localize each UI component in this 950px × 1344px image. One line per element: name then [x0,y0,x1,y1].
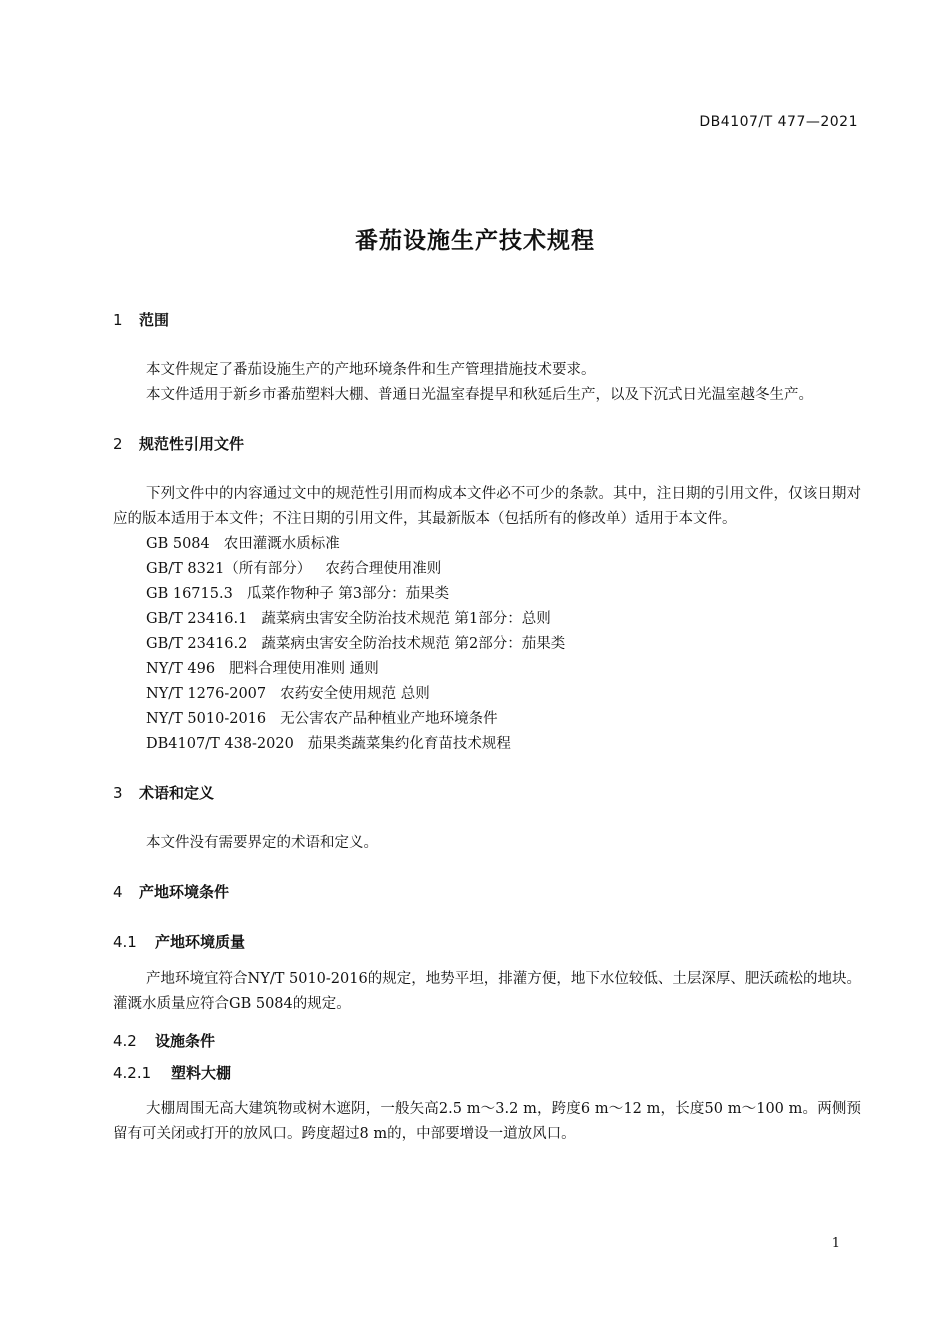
section-number: 4.1 [113,933,137,951]
section-title: 设施条件 [155,1032,216,1050]
paragraph: 下列文件中的内容通过文中的规范性引用而构成本文件必不可少的条款。其中，注日期的引用文件，仅该日期对应的版本适用于本文件；不注日期的引用文件，其最新版本（包括所有的修改单）适用于本文件。 [113,486,861,527]
reference-item [113,557,861,582]
reference-name: 无公害农产品种植业产地环境条件 [280,711,498,727]
reference-code: GB/T 23416.1 [146,611,248,627]
subsection-4-2-heading [113,1029,861,1053]
reference-code: GB 16715.3 [146,586,233,602]
section-title: 塑料大棚 [171,1064,232,1082]
section-number: 4 [113,883,123,901]
section-number: 2 [113,435,123,453]
section-title: 规范性引用文件 [139,435,245,453]
section-number: 3 [113,784,123,802]
standard-code: DB4107/T 477—2021 [699,114,858,130]
reference-item [113,582,861,607]
reference-code: GB/T 23416.2 [146,636,248,652]
reference-list [113,532,861,757]
reference-code: GB 5084 [146,536,210,552]
reference-item [113,632,861,657]
reference-name: 农田灌溉水质标准 [223,536,340,552]
paragraph: 本文件没有需要界定的术语和定义。 [146,835,378,851]
paragraph: 本文件适用于新乡市番茄塑料大棚、普通日光温室春提早和秋延后生产，以及下沉式日光温室越冬生产。 [146,387,813,403]
reference-code: NY/T 1276-2007 [146,686,267,702]
section-number: 4.2 [113,1032,137,1050]
paragraph: 产地环境宜符合NY/T 5010-2016的规定，地势平坦，排灌方便，地下水位较低、土层深厚、肥沃疏松的地块。灌溉水质量应符合GB 5084的规定。 [113,971,861,1012]
section-1-heading [113,308,861,332]
section-title: 术语和定义 [139,784,215,802]
subsection-4-1-heading [113,930,861,954]
section-3-heading [113,781,861,805]
reference-item [113,657,861,682]
reference-code: GB/T 8321（所有部分） [146,561,312,577]
section-2-heading [113,432,861,456]
reference-item [113,607,861,632]
reference-item [113,732,861,757]
section-number: 1 [113,311,123,329]
reference-code: NY/T 5010-2016 [146,711,267,727]
paragraph: 大棚周围无高大建筑物或树木遮阴，一般矢高2.5 m～3.2 m，跨度6 m～12 m，长度50 m～100 m。两侧预留有可关闭或打开的放风口。跨度超过8 m的，中部要增设一道放风口。 [113,1101,861,1142]
section-4-heading [113,880,861,904]
page-number: 1 [831,1236,840,1251]
reference-name: 农药合理使用准则 [325,561,442,577]
section-title: 产地环境质量 [155,933,246,951]
reference-item [113,532,861,557]
reference-name: 肥料合理使用准则 通则 [229,661,379,677]
reference-item [113,707,861,732]
paragraph: 本文件规定了番茄设施生产的产地环境条件和生产管理措施技术要求。 [146,362,596,378]
reference-name: 蔬菜病虫害安全防治技术规范 第1部分：总则 [261,611,551,627]
reference-name: 瓜菜作物种子 第3部分：茄果类 [246,586,450,602]
reference-item [113,682,861,707]
reference-code: NY/T 496 [146,661,216,677]
reference-name: 农药安全使用规范 总则 [280,686,430,702]
reference-name: 蔬菜病虫害安全防治技术规范 第2部分：茄果类 [261,636,566,652]
reference-name: 茄果类蔬菜集约化育苗技术规程 [307,736,511,752]
document-body [113,308,861,1147]
reference-code: DB4107/T 438-2020 [146,736,294,752]
document-title: 番茄设施生产技术规程 [355,228,595,254]
section-number: 4.2.1 [113,1064,152,1082]
section-title: 范围 [139,311,170,329]
section-title: 产地环境条件 [139,883,230,901]
subsection-4-2-1-heading [113,1061,861,1085]
